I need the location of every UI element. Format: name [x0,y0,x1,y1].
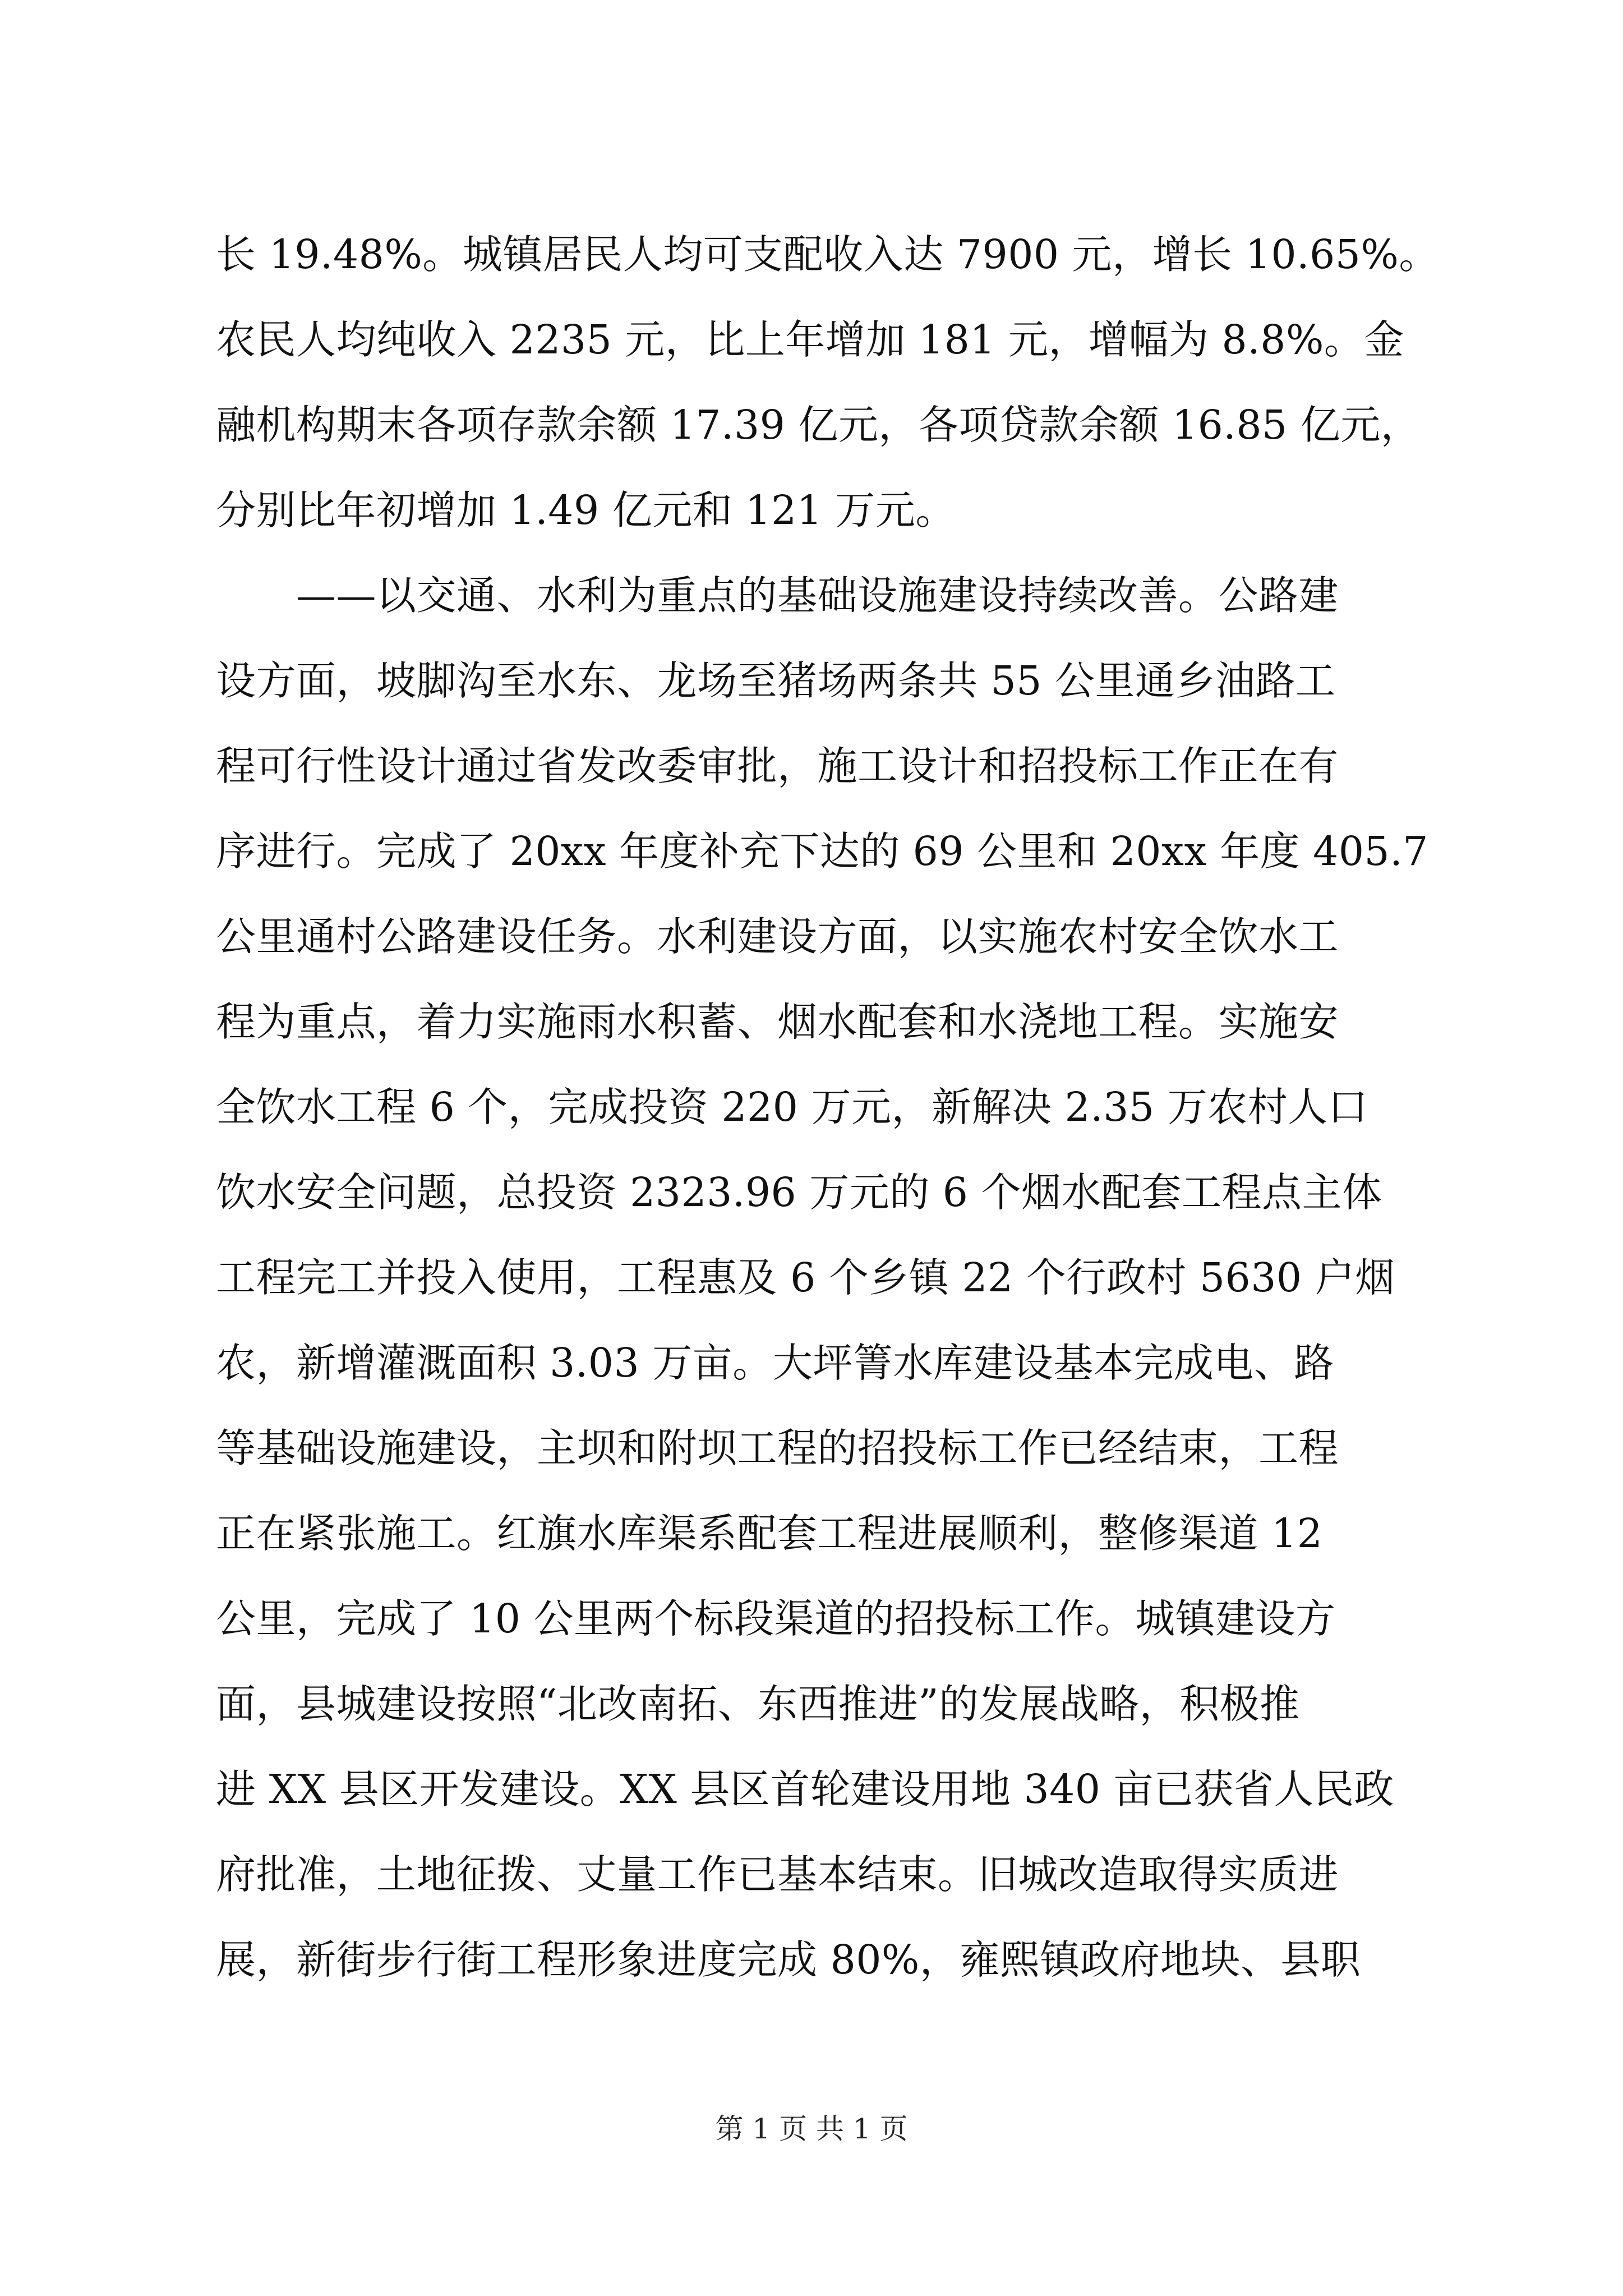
text-line: 进 XX 县区开发建设。XX 县区首轮建设用地 340 亩已获省人民政 [216,1766,1395,1812]
page-number-label: 第 1 页 共 1 页 [715,2113,908,2145]
text-line: 农，新增灌溉面积 3.03 万亩。大坪箐水库建设基本完成电、路 [216,1340,1334,1386]
text-line: 等基础设施建设，主坝和附坝工程的招投标工作已经结束，工程 [216,1425,1339,1471]
text-line: 公里通村公路建设任务。水利建设方面，以实施农村安全饮水工 [216,913,1339,960]
text-line: 工程完工并投入使用，工程惠及 6 个乡镇 22 个行政村 5630 户烟 [216,1254,1395,1301]
text-line: 正在紧张施工。红旗水库渠系配套工程进展顺利，整修渠道 12 [216,1510,1323,1557]
text-line: 面，县城建设按照“北改南拓、东西推进”的发展战略，积极推 [216,1681,1300,1727]
text-line: 公里，完成了 10 公里两个标段渠道的招投标工作。城镇建设方 [216,1595,1336,1642]
page-footer [0,2109,1623,2148]
text-line: 设方面，坡脚沟至水东、龙场至猪场两条共 55 公里通乡油路工 [216,657,1336,704]
text-line: ——以交通、水利为重点的基础设施建设持续改善。公路建 [216,572,1339,619]
text-line: 程为重点，着力实施雨水积蓄、烟水配套和水浇地工程。实施安 [216,999,1339,1045]
text-line: 程可行性设计通过省发改委审批，施工设计和招投标工作正在有 [216,743,1339,789]
text-line: 融机构期末各项存款余额 17.39 亿元，各项贷款余额 16.85 亿元， [216,402,1421,448]
text-line: 分别比年初增加 1.49 亿元和 121 万元。 [216,487,956,533]
text-line: 序进行。完成了 20xx 年度补充下达的 69 公里和 20xx 年度 405.7 [216,828,1428,875]
text-line: 展，新街步行街工程形象进度完成 80%，雍熙镇政府地块、县职 [216,1936,1361,1983]
text-line: 府批准，土地征拨、丈量工作已基本结束。旧城改造取得实质进 [216,1851,1339,1898]
body-text [216,212,1439,2003]
text-line: 长 19.48%。城镇居民人均可支配收入达 7900 元，增长 10.65%。 [216,231,1439,278]
text-line: 农民人均纯收入 2235 元，比上年增加 181 元，增幅为 8.8%。金 [216,316,1404,363]
text-line: 全饮水工程 6 个，完成投资 220 万元，新解决 2.35 万农村人口 [216,1084,1368,1130]
text-line: 饮水安全问题，总投资 2323.96 万元的 6 个烟水配套工程点主体 [216,1169,1382,1216]
